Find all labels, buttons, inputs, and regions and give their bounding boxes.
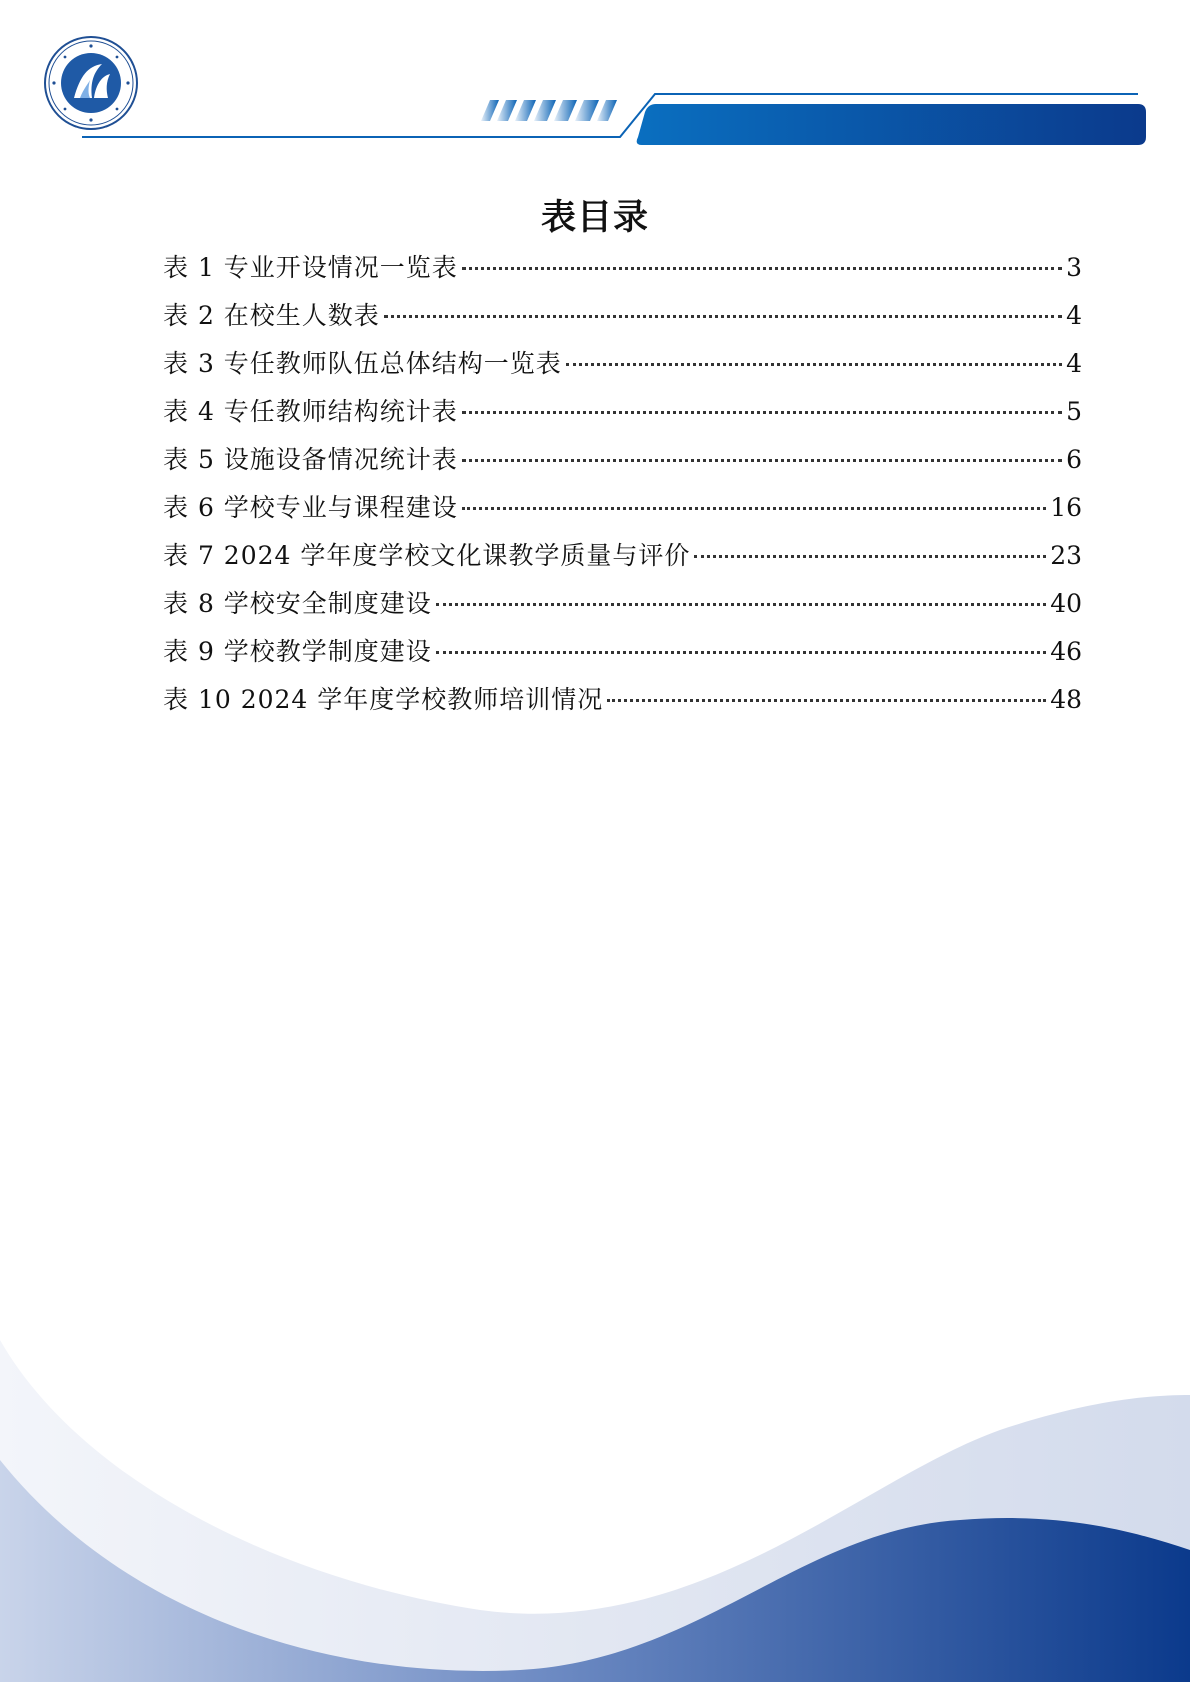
dot-leader bbox=[462, 266, 1062, 270]
toc-entry[interactable] bbox=[163, 628, 1082, 676]
toc-page-number: 5 bbox=[1066, 397, 1082, 426]
toc-page-number: 6 bbox=[1066, 445, 1082, 474]
toc-entry[interactable] bbox=[163, 244, 1082, 292]
toc-entry-title: 表 6 学校专业与课程建设 bbox=[163, 493, 458, 522]
dot-leader bbox=[462, 458, 1062, 462]
toc-entry-title: 表 2 在校生人数表 bbox=[163, 301, 380, 330]
header-bar bbox=[637, 104, 1146, 145]
toc-entry-title: 表 7 2024 学年度学校文化课教学质量与评价 bbox=[163, 541, 691, 570]
page-title: 表目录 bbox=[540, 197, 649, 238]
dot-leader bbox=[462, 410, 1062, 414]
dot-leader bbox=[694, 554, 1046, 558]
page-header bbox=[0, 0, 1190, 160]
footer-wave-decoration bbox=[0, 1280, 1190, 1682]
toc-entry[interactable] bbox=[163, 388, 1082, 436]
toc-entry[interactable] bbox=[163, 436, 1082, 484]
toc-page-number: 4 bbox=[1066, 349, 1082, 378]
toc-entry-title: 表 4 专任教师结构统计表 bbox=[163, 397, 458, 426]
toc-page-number: 23 bbox=[1050, 541, 1082, 570]
toc-page-number: 40 bbox=[1050, 589, 1082, 618]
toc-entry[interactable] bbox=[163, 676, 1082, 724]
toc-entry[interactable] bbox=[163, 532, 1082, 580]
toc-entry-title: 表 10 2024 学年度学校教师培训情况 bbox=[163, 685, 604, 714]
toc-entry[interactable] bbox=[163, 580, 1082, 628]
table-of-tables bbox=[163, 244, 1082, 724]
toc-entry-title: 表 5 设施设备情况统计表 bbox=[163, 445, 458, 474]
dot-leader bbox=[436, 602, 1046, 606]
dot-leader bbox=[436, 650, 1046, 654]
toc-page-number: 48 bbox=[1050, 685, 1082, 714]
toc-entry-title: 表 1 专业开设情况一览表 bbox=[163, 253, 458, 282]
dot-leader bbox=[384, 314, 1062, 318]
dot-leader bbox=[566, 362, 1062, 366]
header-stripes bbox=[481, 100, 617, 121]
toc-page-number: 4 bbox=[1066, 301, 1082, 330]
school-emblem-icon bbox=[44, 36, 138, 130]
toc-page-number: 16 bbox=[1050, 493, 1082, 522]
dot-leader bbox=[462, 506, 1046, 510]
toc-entry-title: 表 8 学校安全制度建设 bbox=[163, 589, 432, 618]
toc-page-number: 46 bbox=[1050, 637, 1082, 666]
toc-entry[interactable] bbox=[163, 484, 1082, 532]
toc-entry[interactable] bbox=[163, 292, 1082, 340]
dot-leader bbox=[607, 698, 1046, 702]
toc-page-number: 3 bbox=[1066, 253, 1082, 282]
toc-entry-title: 表 9 学校教学制度建设 bbox=[163, 637, 432, 666]
header-banner bbox=[0, 0, 1190, 160]
toc-entry-title: 表 3 专任教师队伍总体结构一览表 bbox=[163, 349, 562, 378]
toc-entry[interactable] bbox=[163, 340, 1082, 388]
